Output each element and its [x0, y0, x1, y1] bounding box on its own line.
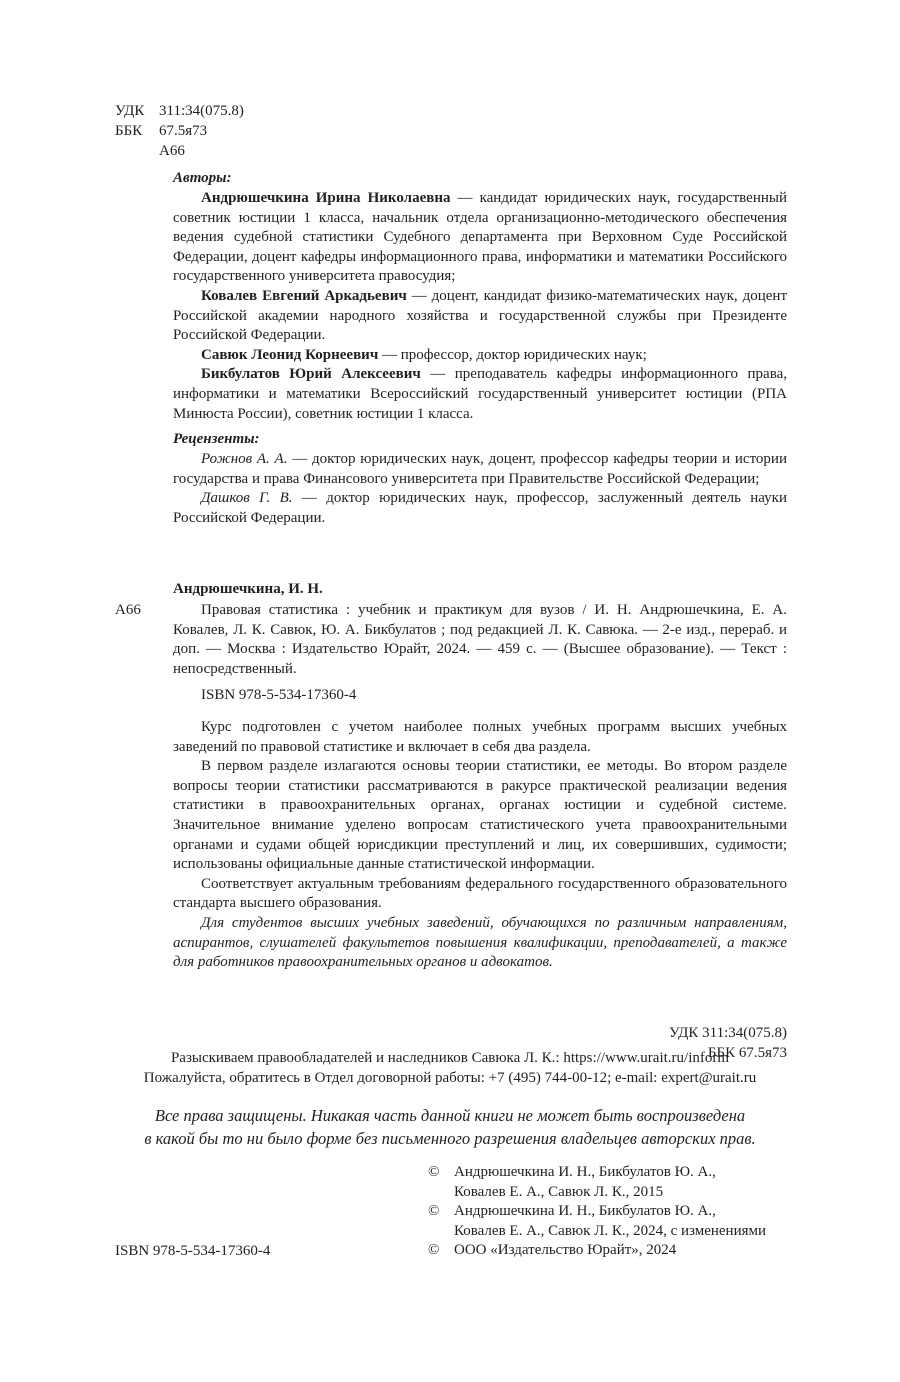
- bibliography-mark: А66: [115, 602, 141, 618]
- copyright-symbol: ©: [428, 1164, 440, 1180]
- author-name: Ковалев Евгений Аркадьевич: [201, 287, 407, 304]
- annotation-audience: Для студентов высших учебных заведений, обучающихся по различным направлениям, аспирантов, слушателей факультетов повышения квалификации, преподавателей, а также для работников правоохранительных органов и адвокатов.: [173, 914, 787, 971]
- copyright-entry: [428, 1241, 800, 1261]
- copyright-block: [428, 1163, 800, 1261]
- bbk-value: 67.5я73: [159, 123, 208, 139]
- author-name: Бикбулатов Юрий Алексеевич: [201, 366, 421, 383]
- bibliography-description: Правовая статистика : учебник и практикум для вузов / И. Н. Андрюшечкина, Е. А. Ковалев, Л. К. Савюк, Ю. А. Бикбулатов ; под редакцией Л. К. Савюка. — 2-е изд., перераб. и доп. — Москва : Издательство Юрайт, 2024. — 459 с. — (Высшее образование). — Текст : непосредственный.: [173, 602, 787, 677]
- reviewers-heading: Рецензенты:: [173, 431, 260, 447]
- bibliography-heading: Андрюшечкина, И. Н.: [173, 581, 323, 597]
- copyright-entry: [428, 1202, 800, 1241]
- author-entry: [173, 365, 787, 424]
- author-entry: [173, 189, 787, 287]
- rights-reserved-line1: Все права защищены. Никакая часть данной книги не может быть воспроизведена: [154, 1106, 746, 1125]
- reviewer-entry: [173, 450, 787, 489]
- annotation-paragraph: В первом разделе излагаются основы теории статистики, ее методы. Во втором разделе вопросы теории статистики рассматриваются в ракурсе практической реализации ведения статистики в правоохранительных органах, органах юстиции и судебной системе. Значительное внимание уделено вопросам статистического учета правоохранительными органами и судами общей юрисдикции преступлений и лиц, их совершивших, судимости; использованы официальные данные статистической информации.: [173, 758, 787, 873]
- copyright-line: Андрюшечкина И. Н., Бикбулатов Ю. А.,: [454, 1164, 716, 1180]
- bibliography-isbn: ISBN 978-5-534-17360-4: [201, 687, 357, 703]
- rights-reserved-line2: в какой бы то ни было форме без письменного разрешения владельцев авторских прав.: [144, 1129, 756, 1148]
- reviewer-name: Рожнов А. А.: [201, 451, 288, 467]
- copyright-entry: [428, 1163, 800, 1202]
- copyright-line: Ковалев Е. А., Савюк Л. К., 2024, с изменениями: [454, 1222, 767, 1239]
- reviewers-list: [173, 450, 787, 528]
- author-name: Савюк Леонид Корнеевич: [201, 346, 379, 363]
- author-description: — преподаватель кафедры информационного права, информатики и математики Всероссийский государственный университет юстиции (РПА Минюста России), советник юстиции 1 класса.: [173, 366, 787, 422]
- contact-notice: Пожалуйста, обратитесь в Отдел договорной работы: +7 (495) 744-00-12; e-mail: expert@urait.ru: [143, 1070, 757, 1086]
- isbn-bottom: ISBN 978-5-534-17360-4: [115, 1243, 271, 1259]
- author-entry: [173, 346, 787, 366]
- copyright-symbol: ©: [428, 1203, 440, 1220]
- udk-bottom: УДК 311:34(075.8): [669, 1025, 787, 1041]
- reviewer-entry: [173, 489, 787, 528]
- author-description: — доцент, кандидат физико-математических наук, доцент Российской академии народного хозяйства и государственной службы при Президенте Российской Федерации.: [173, 287, 787, 344]
- annotation-paragraph: Соответствует актуальным требованиям федерального государственного образовательного стандарта высшего образования.: [173, 875, 787, 912]
- authors-heading: Авторы:: [173, 170, 232, 186]
- copyright-symbol: ©: [428, 1242, 440, 1259]
- udk-label: УДК: [115, 103, 145, 119]
- bbk-label: ББК: [115, 123, 143, 139]
- reviewer-description: — доктор юридических наук, доцент, профессор кафедры теории и истории государства и права Финансового университета при Правительстве Российской Федерации;: [173, 451, 787, 487]
- copyright-line: Андрюшечкина И. Н., Бикбулатов Ю. А.,: [454, 1203, 716, 1220]
- copyright-line: ООО «Издательство Юрайт», 2024: [454, 1242, 677, 1259]
- author-description: — кандидат юридических наук, государственный советник юстиции 1 класса, начальник отдела организационно-методического обеспечения ведения судебной статистики Судебного департамента при Верховном Суде Российской Федерации, доцент кафедры информационного права, информатики и математики Российского государственного университета правосудия;: [173, 190, 787, 285]
- annotation: [173, 718, 787, 973]
- author-entry: [173, 287, 787, 346]
- annotation-paragraph: Курс подготовлен с учетом наиболее полных учебных программ высших учебных заведений по правовой статистике и включает в себя два раздела.: [173, 719, 787, 755]
- rightsholder-notice: Разыскиваем правообладателей и наследников Савюка Л. К.: https://www.urait.ru/inform: [170, 1050, 730, 1066]
- authors-list: [173, 189, 787, 424]
- author-name: Андрюшечкина Ирина Николаевна: [201, 190, 451, 206]
- copyright-line: Ковалев Е. А., Савюк Л. К., 2015: [454, 1183, 664, 1200]
- udk-value: 311:34(075.8): [159, 103, 244, 119]
- author-description: — профессор, доктор юридических наук;: [378, 346, 647, 363]
- reviewer-description: — доктор юридических наук, профессор, заслуженный деятель науки Российской Федерации.: [173, 490, 788, 526]
- author-mark: А66: [159, 143, 185, 159]
- bbk-bottom: ББК 67.5я73: [707, 1045, 787, 1061]
- reviewer-name: Дашков Г. В.: [201, 490, 293, 507]
